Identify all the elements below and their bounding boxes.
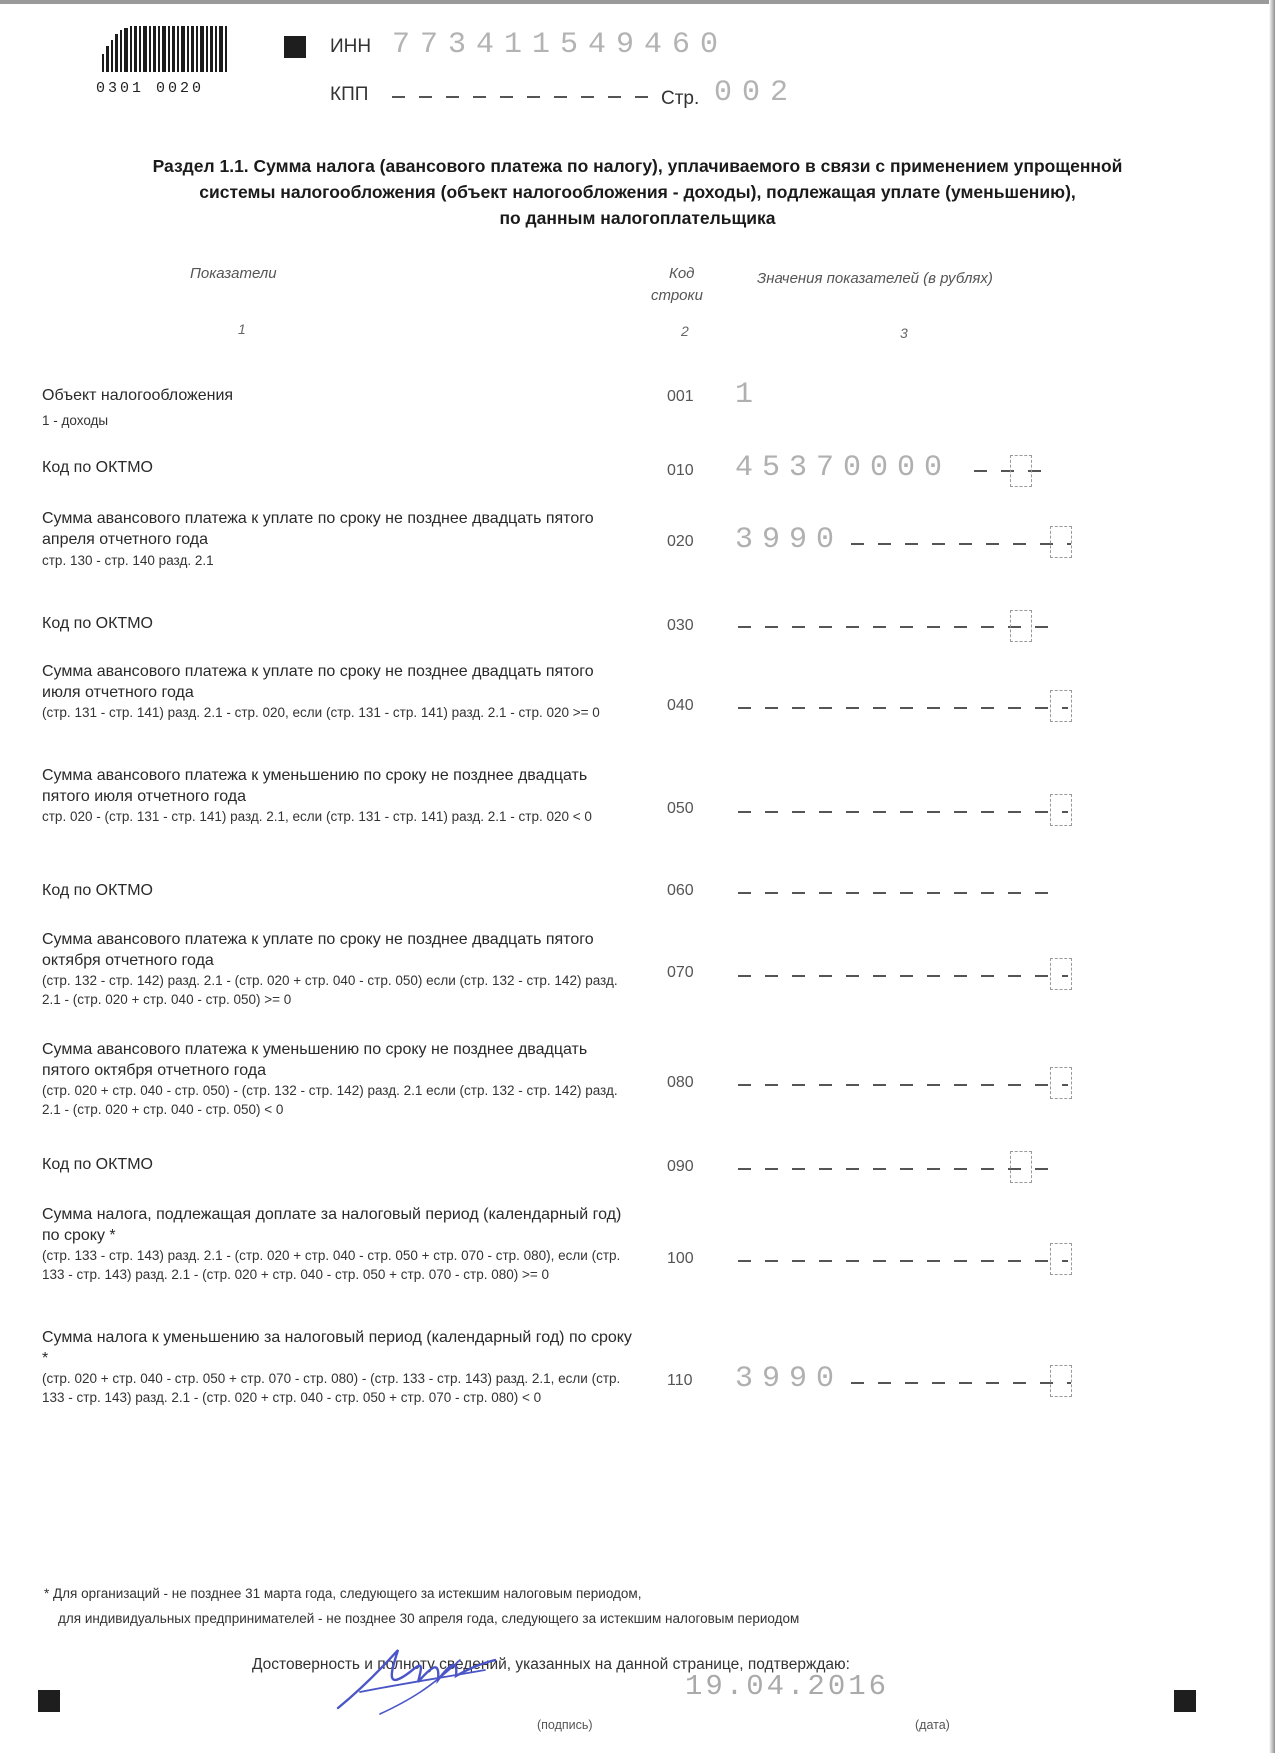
barcode-digits: 0301 0020: [96, 80, 205, 97]
row-cell-box: [1010, 1151, 1032, 1183]
column-header-values: Значения показателей (в рублях): [757, 270, 993, 287]
scan-edge-top: [0, 0, 1275, 4]
row-title: Код по ОКТМО: [42, 1156, 153, 1173]
row-empty-cells: [738, 1260, 1068, 1262]
footnote-line1: * Для организаций - не позднее 31 марта года, следующего за истекшим налоговым периодом,: [44, 1586, 642, 1601]
row-cell-box: [1050, 1067, 1072, 1099]
date-label: (дата): [915, 1718, 950, 1732]
row-title: Сумма налога к уменьшению за налоговый период (календарный год) по сроку *: [42, 1329, 632, 1367]
row-title: Код по ОКТМО: [42, 459, 153, 476]
section-title: [40, 153, 1235, 231]
row-formula: 1 - доходы: [42, 413, 109, 428]
column-number-1: 1: [238, 321, 246, 337]
page-number: 002: [714, 76, 799, 110]
row-value: 3990: [735, 1362, 844, 1396]
handwritten-signature: [320, 1630, 520, 1720]
row-code: 030: [667, 617, 694, 634]
row-empty-cells: [738, 1084, 1068, 1086]
row-code: 080: [667, 1074, 694, 1091]
inn-label: ИНН: [330, 36, 372, 57]
row-cell-box: [1050, 690, 1072, 722]
row-code: 050: [667, 800, 694, 817]
row-title: Сумма налога, подлежащая доплате за налоговый период (календарный год) по сроку *: [42, 1206, 622, 1244]
row-code: 020: [667, 533, 694, 550]
footnote-line2: для индивидуальных предпринимателей - не позднее 30 апреля года, следующего за истекшим налоговым периодом: [58, 1611, 800, 1626]
row-formula: (стр. 020 + стр. 040 - стр. 050 + стр. 070 - стр. 080) - (стр. 133 - стр. 143) разд. 2.1, если (стр. 133 - стр. 143) разд. 2.1 - (стр. 020 + стр. 040 - стр. 050 + стр. 070 - стр. 080) < 0: [42, 1371, 621, 1405]
signature-label: (подпись): [537, 1718, 593, 1732]
row-value: 1: [735, 378, 763, 412]
kpp-value: [392, 96, 652, 98]
row-title: Код по ОКТМО: [42, 615, 153, 632]
registration-marker-bottom-right: [1174, 1690, 1196, 1712]
row-title: Сумма авансового платежа к уменьшению по сроку не позднее двадцать пятого июля отчетного года: [42, 767, 588, 805]
column-header-code-line2: строки: [651, 287, 703, 304]
row-title: Сумма авансового платежа к уплате по сроку не позднее двадцать пятого июля отчетного года: [42, 663, 594, 701]
row-empty-cells: [738, 626, 1048, 628]
row-value: 45370000: [735, 451, 952, 485]
row-code: 060: [667, 882, 694, 899]
row-formula: стр. 130 - стр. 140 разд. 2.1: [42, 553, 214, 568]
row-empty-cells: [738, 811, 1068, 813]
row-cell-box: [1010, 455, 1032, 487]
inn-value: 773411549460: [392, 28, 729, 62]
registration-marker-top: [284, 36, 306, 58]
column-number-2: 2: [681, 323, 689, 339]
confirmation-text: Достоверность и полноту сведений, указанных на данной странице, подтверждаю:: [252, 1656, 850, 1673]
row-code: 001: [667, 388, 694, 405]
row-cell-box: [1050, 794, 1072, 826]
row-title: Код по ОКТМО: [42, 882, 153, 899]
registration-marker-bottom-left: [38, 1690, 60, 1712]
section-title-line2: системы налогообложения (объект налогообложения - доходы), подлежащая уплате (уменьшению),: [199, 182, 1076, 202]
row-code: 100: [667, 1250, 694, 1267]
row-formula: (стр. 133 - стр. 143) разд. 2.1 - (стр. 020 + стр. 040 - стр. 050 + стр. 070 - стр. 080), если (стр. 133 - стр. 143) разд. 2.1 - (стр. 020 + стр. 040 - стр. 050 + стр. 070 - стр. 080) >= 0: [42, 1248, 621, 1282]
row-formula: (стр. 020 + стр. 040 - стр. 050) - (стр. 132 - стр. 142) разд. 2.1 если (стр. 132 - стр. 142) разд. 2.1 - (стр. 020 + стр. 040 - стр. 050) < 0: [42, 1083, 618, 1117]
row-title: Сумма авансового платежа к уплате по сроку не позднее двадцать пятого апреля отчетного года: [42, 510, 594, 548]
row-code: 040: [667, 697, 694, 714]
row-title: Сумма авансового платежа к уплате по сроку не позднее двадцать пятого октября отчетного года: [42, 931, 594, 969]
barcode: [92, 22, 232, 82]
row-formula: (стр. 131 - стр. 141) разд. 2.1 - стр. 020, если (стр. 131 - стр. 141) разд. 2.1 - стр. 020 >= 0: [42, 705, 600, 720]
page-label: Стр.: [661, 88, 700, 109]
row-cell-box: [1050, 958, 1072, 990]
scan-edge-right: [1269, 0, 1275, 1753]
column-header-code-line1: Код: [669, 265, 695, 282]
row-title: Сумма авансового платежа к уменьшению по сроку не позднее двадцать пятого октября отчетного года: [42, 1041, 588, 1079]
column-header-indicators: Показатели: [190, 265, 277, 282]
row-formula: (стр. 132 - стр. 142) разд. 2.1 - (стр. 020 + стр. 040 - стр. 050) если (стр. 132 - стр. 142) разд. 2.1 - (стр. 020 + стр. 040 - стр. 050) >= 0: [42, 973, 618, 1007]
row-code: 090: [667, 1158, 694, 1175]
section-title-line3: по данным налогоплательщика: [499, 208, 776, 228]
row-cell-box: [1050, 1365, 1072, 1397]
row-code: 110: [667, 1372, 693, 1389]
row-empty-cells: [851, 1382, 1071, 1384]
row-code: 070: [667, 964, 694, 981]
row-cell-box: [1050, 526, 1072, 558]
footnote: [44, 1581, 799, 1631]
row-code: 010: [667, 462, 694, 479]
kpp-label: КПП: [330, 84, 369, 105]
row-value: 3990: [735, 523, 844, 557]
row-empty-cells: [738, 892, 1048, 894]
row-empty-cells: [738, 975, 1068, 977]
section-title-line1: Раздел 1.1. Сумма налога (авансового платежа по налогу), уплачиваемого в связи с применением упрощенной: [152, 156, 1123, 176]
row-cell-box: [1050, 1243, 1072, 1275]
row-empty-cells: [851, 543, 1071, 545]
date-value: 19.04.2016: [685, 1670, 890, 1703]
row-title: Объект налогообложения: [42, 387, 234, 404]
barcode-bars: [100, 26, 230, 72]
row-cell-box: [1010, 610, 1032, 642]
row-empty-cells: [738, 1168, 1048, 1170]
column-number-3: 3: [900, 325, 908, 341]
row-empty-cells: [738, 707, 1068, 709]
row-formula: стр. 020 - (стр. 131 - стр. 141) разд. 2.1, если (стр. 131 - стр. 141) разд. 2.1 - стр. 020 < 0: [42, 809, 592, 824]
